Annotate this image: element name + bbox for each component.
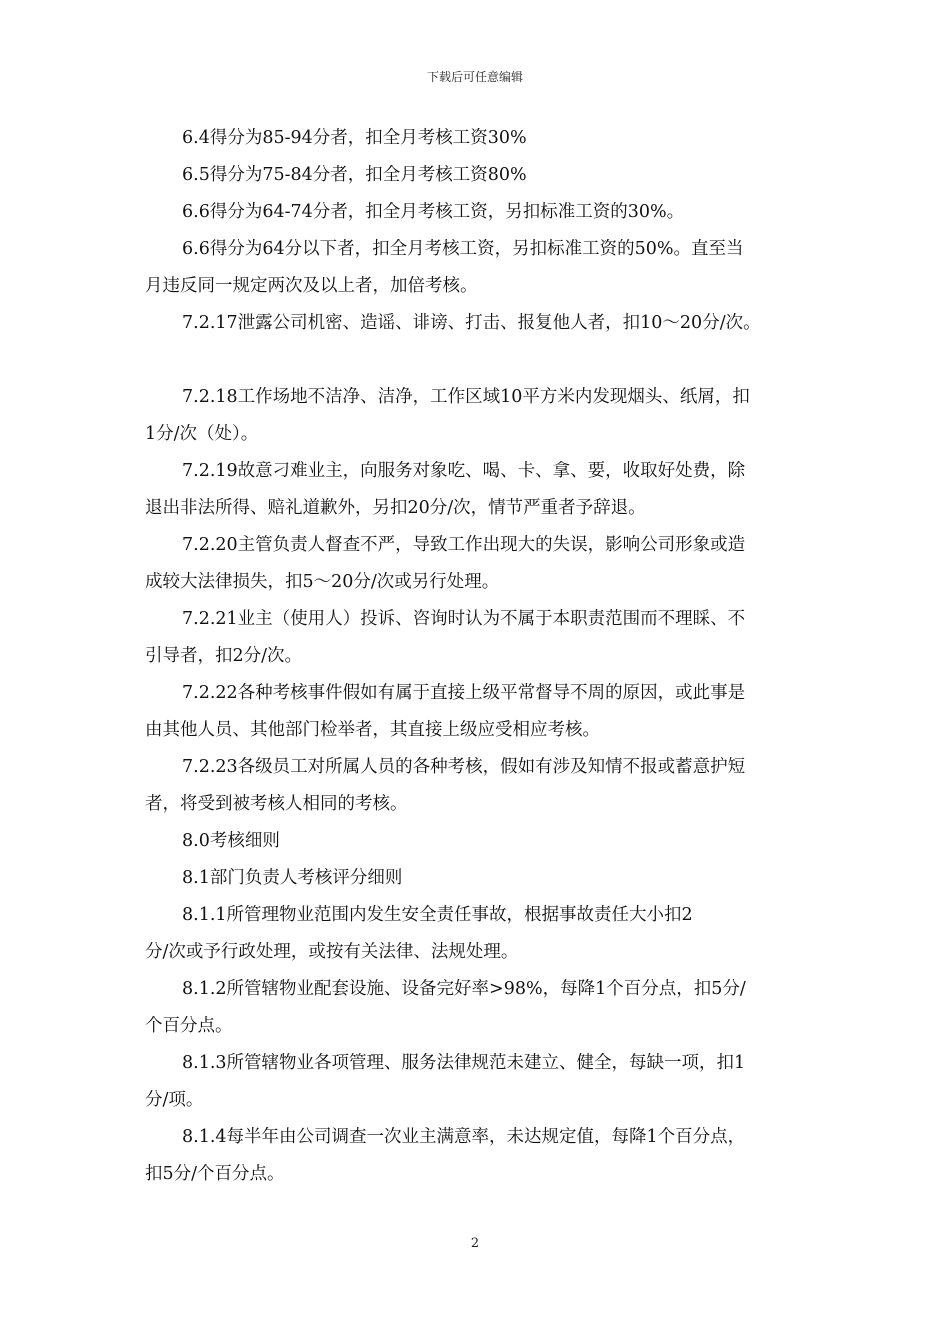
paragraph-6-5: 6.5得分为75-84分者，扣全月考核工资80% [182, 165, 527, 185]
paragraph-7-2-18: 7.2.18工作场地不洁净、洁净，工作区域10平方米内发现烟头、纸屑，扣 1分/次（处）。 [145, 387, 750, 444]
body-text [145, 120, 810, 1193]
paragraph-8-1-3: 8.1.3所管辖物业各项管理、服务法律规范未建立、健全，每缺一项，扣1 分/项。 [145, 1053, 746, 1110]
paragraph-8-1-2: 8.1.2所管辖物业配套设施、设备完好率>98%，每降1个百分点，扣5分/ 个百分点。 [145, 979, 746, 1036]
paragraph-7-2-20: 7.2.20主管负责人督查不严，导致工作出现大的失误，影响公司形象或造 成较大法律损失，扣5～20分/次或另行处理。 [145, 535, 746, 592]
paragraph-7-2-19: 7.2.19故意刁难业主，向服务对象吃、喝、卡、拿、要，收取好处费，除 退出非法所得、赔礼道歉外，另扣20分/次，情节严重者予辞退。 [145, 461, 746, 518]
paragraph-6-4: 6.4得分为85-94分者，扣全月考核工资30% [182, 128, 527, 148]
paragraph-6-6-b: 6.6得分为64分以下者，扣全月考核工资，另扣标准工资的50%。直至当 月违反同一规定两次及以上者，加倍考核。 [145, 239, 744, 296]
paragraph-7-2-22: 7.2.22各种考核事件假如有属于直接上级平常督导不周的原因，或此事是 由其他人员、其他部门检举者，其直接上级应受相应考核。 [145, 683, 746, 740]
page-header: 下载后可任意编辑 [426, 70, 523, 84]
section-heading-8-0: 8.0考核细则 [182, 831, 280, 851]
paragraph-6-6-a: 6.6得分为64-74分者，扣全月考核工资，另扣标准工资的30%。 [182, 202, 685, 222]
paragraph-8-1-1: 8.1.1所管理物业范围内发生安全责任事故，根据事故责任大小扣2 分/次或予行政处理，或按有关法律、法规处理。 [145, 905, 693, 962]
blank-line [145, 342, 810, 379]
paragraph-7-2-17: 7.2.17泄露公司机密、造谣、诽谤、打击、报复他人者，扣10～20分/次。 [182, 313, 761, 333]
section-heading-8-1: 8.1部门负责人考核评分细则 [182, 868, 403, 888]
paragraph-7-2-23: 7.2.23各级员工对所属人员的各种考核，假如有涉及知情不报或蓄意护短 者，将受到被考核人相同的考核。 [145, 757, 746, 814]
paragraph-7-2-21: 7.2.21业主（使用人）投诉、咨询时认为不属于本职责范围而不理睬、不 引导者，扣2分/次。 [145, 609, 746, 666]
paragraph-8-1-4: 8.1.4每半年由公司调查一次业主满意率，未达规定值，每降1个百分点， 扣5分/个百分点。 [145, 1127, 746, 1184]
page-number: 2 [470, 1236, 480, 1251]
